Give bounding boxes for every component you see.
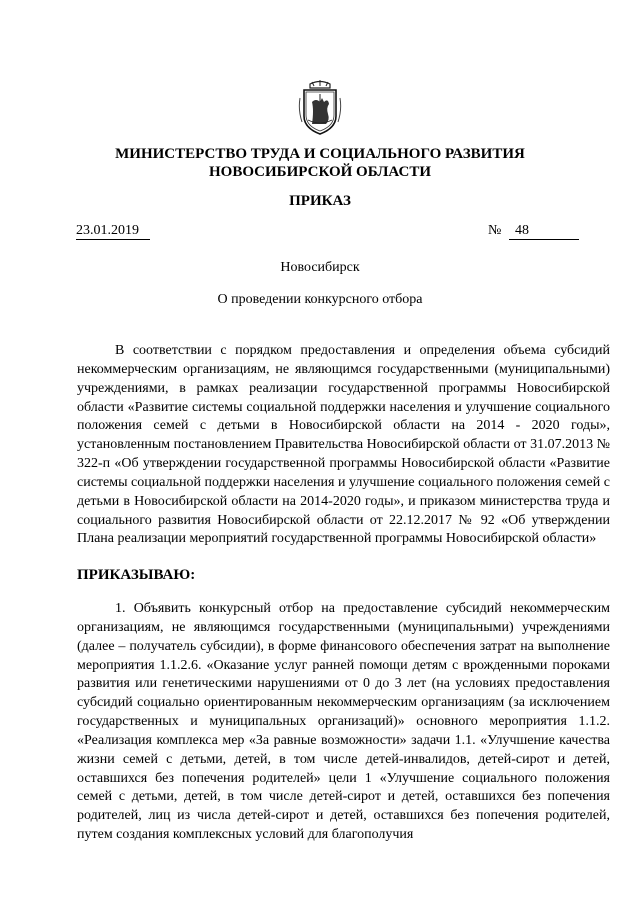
number-sign: № bbox=[488, 223, 502, 238]
city-name: Новосибирск bbox=[280, 260, 360, 275]
ministry-name-line2: НОВОСИБИРСКОЙ ОБЛАСТИ bbox=[208, 164, 432, 180]
coat-of-arms-emblem bbox=[298, 80, 342, 136]
preamble-paragraph: В соответствии с порядком предоставления и определения объема субсидий некоммерческим организациям, не являющимся государственными (муниципальными) учреждениями, в рамках реализации государственной программы Новосибирской области «Развитие системы социальной поддержки населения и улучшение социального положения семей с детьми в Новосибирской области на 2014 - 2020 годы», установленным постановлением Правительства Новосибирской области от 31.07.2013 № 322-п «Об утверждении государственной программы Новосибирской области «Развитие системы социальной поддержки населения и улучшение социального положения семей с детьми в Новосибирской области на 2014-2020 годы», и приказом министерства труда и социального развития Новосибирской области от 22.12.2017 № 92 «Об утверждении Плана реализации мероприятий государственной программы Новосибирской области» bbox=[77, 343, 610, 547]
order-item-1-paragraph: 1. Объявить конкурсный отбор на предоставление субсидий некоммерческим организациям, не являющимся государственными (муниципальными) учреждениями (далее – получатель субсидии), в форме финансового обеспечения затрат на выполнение мероприятия 1.1.2.6. «Оказание услуг ранней помощи детям с врожденными пороками развития или генетическими нарушениями от 0 до 3 лет (на условиях предоставления субсидий социально ориентированным некоммерческим организациям (за исключением государственных и муниципальных организаций)» основного мероприятия 1.1.2. «Реализация комплекса мер «За равные возможности» задачи 1.1. «Улучшение качества жизни семей с детьми, детей, в том числе детей-инвалидов, детей-сирот и детей, оставшихся без попечения родителей» цели 1 «Улучшение социального положения семей с детьми, детей, в том числе детей-сирот и детей, оставшихся без попечения родителей, лиц из числа детей-сирот и детей, оставшихся без попечения родителей, путем создания комплексных условий для благополучия bbox=[77, 601, 610, 843]
order-date: 23.01.2019 bbox=[76, 222, 150, 240]
order-number: 48 bbox=[509, 222, 579, 240]
order-subject: О проведении конкурсного отбора bbox=[217, 292, 423, 307]
decree-heading: ПРИКАЗЫВАЮ: bbox=[77, 567, 196, 583]
ministry-name-line1: МИНИСТЕРСТВО ТРУДА И СОЦИАЛЬНОГО РАЗВИТИЯ bbox=[115, 146, 525, 162]
document-type-title: ПРИКАЗ bbox=[289, 193, 351, 209]
